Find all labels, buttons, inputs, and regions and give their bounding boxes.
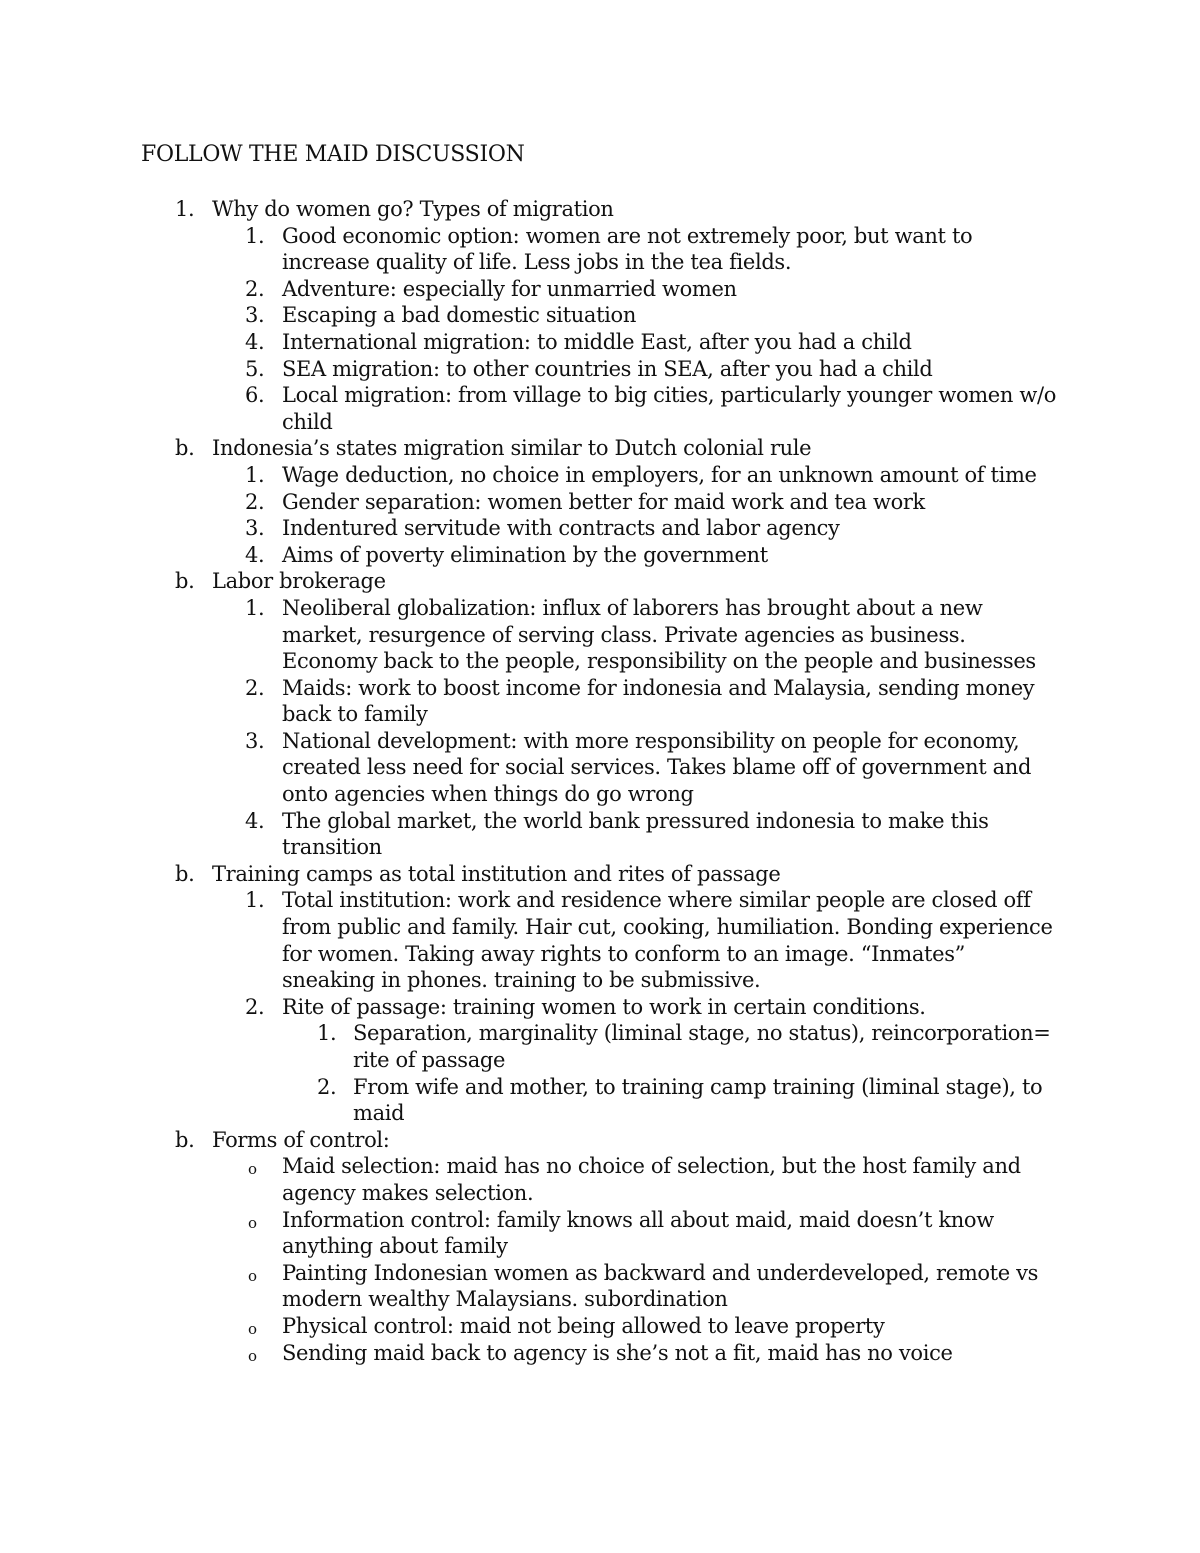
list-marker: 1.	[317, 1021, 337, 1046]
list-item	[0, 1207, 1200, 1260]
list-item-text: Good economic option: women are not extremely poor, but want to increase quality of life. Less jobs in the tea fields.	[282, 223, 973, 275]
list-item-text: Painting Indonesian women as backward and underdeveloped, remote vs modern wealthy Malaysians. subordination	[282, 1260, 1039, 1312]
list-marker: 1.	[245, 223, 265, 248]
list-marker: 2.	[245, 994, 265, 1019]
list-item	[0, 489, 1200, 516]
section-heading	[0, 1127, 1200, 1154]
list-marker: 2.	[245, 489, 265, 514]
list-item	[0, 223, 1200, 276]
section-heading-text: Why do women go? Types of migration	[212, 197, 614, 221]
list-marker: 6.	[245, 383, 265, 408]
page-title: FOLLOW THE MAID DISCUSSION	[141, 142, 525, 167]
sub-list-item	[0, 1020, 1200, 1073]
list-item-text: International migration: to middle East, after you had a child	[282, 329, 912, 354]
section-heading-text: Forms of control:	[212, 1127, 390, 1152]
list-item	[0, 462, 1200, 489]
bullet-marker: o	[248, 1266, 257, 1285]
bullet-marker: o	[248, 1319, 257, 1338]
list-item-text: National development: with more responsibility on people for economy, created less need for social services. Takes blame off of government and onto agencies when things do go wrong	[282, 728, 1032, 807]
list-item	[0, 675, 1200, 728]
list-item-text: Neoliberal globalization: influx of laborers has brought about a new market, resurgence of serving class. Private agencies as business. Economy back to the people, responsibility on the people and businesses	[282, 595, 1036, 674]
list-item	[0, 382, 1200, 435]
list-item	[0, 1313, 1200, 1340]
list-marker: 4.	[245, 542, 265, 567]
list-item	[0, 329, 1200, 356]
list-marker: b.	[175, 436, 195, 461]
list-marker: 2.	[245, 276, 265, 301]
list-marker: 4.	[245, 808, 265, 833]
list-item	[0, 1340, 1200, 1367]
list-item-text: Wage deduction, no choice in employers, for an unknown amount of time	[282, 462, 1037, 487]
section-heading	[0, 861, 1200, 888]
list-item	[0, 356, 1200, 383]
list-item-text: The global market, the world bank pressured indonesia to make this transition	[282, 808, 989, 860]
list-marker: 1.	[245, 462, 265, 487]
sub-list-item-text: Separation, marginality (liminal stage, no status), reincorporation= rite of passage	[353, 1021, 1051, 1072]
list-marker: 1.	[245, 595, 265, 620]
list-item	[0, 276, 1200, 303]
outline	[0, 196, 1200, 1366]
list-marker: b.	[175, 861, 195, 886]
list-item	[0, 1260, 1200, 1313]
list-item	[0, 887, 1200, 993]
bullet-marker: o	[248, 1213, 257, 1232]
list-marker: 3.	[245, 516, 265, 541]
list-marker: 2.	[245, 675, 265, 700]
list-item-text: Rite of passage: training women to work in certain conditions.	[282, 994, 926, 1019]
list-item	[0, 994, 1200, 1021]
list-item-text: Aims of poverty elimination by the government	[282, 542, 768, 567]
list-item	[0, 515, 1200, 542]
list-marker: b.	[175, 569, 195, 594]
list-item-text: Maid selection: maid has no choice of selection, but the host family and agency makes selection.	[282, 1154, 1021, 1205]
list-item	[0, 302, 1200, 329]
list-marker: 3.	[245, 728, 265, 753]
list-item-text: Adventure: especially for unmarried women	[282, 276, 737, 301]
list-item	[0, 595, 1200, 675]
list-item-text: Physical control: maid not being allowed to leave property	[282, 1313, 885, 1338]
sub-list-item	[0, 1074, 1200, 1127]
list-marker: 1.	[175, 197, 195, 221]
bullet-marker: o	[248, 1346, 257, 1365]
list-item	[0, 1153, 1200, 1206]
list-marker: 1.	[245, 888, 265, 913]
list-item-text: Sending maid back to agency is she’s not a fit, maid has no voice	[282, 1340, 953, 1365]
section-heading	[0, 435, 1200, 462]
list-item-text: Indentured servitude with contracts and labor agency	[282, 516, 840, 541]
list-item-text: Gender separation: women better for maid work and tea work	[282, 489, 925, 514]
list-item-text: Total institution: work and residence where similar people are closed off from public and family. Hair cut, cooking, humiliation. Bonding experience for women. Taking away rights to conform to an image. “Inmates” sneaking in phones. training to be submissive.	[282, 888, 1053, 993]
list-item-text: Maids: work to boost income for indonesia and Malaysia, sending money back to family	[282, 675, 1035, 727]
list-marker: 4.	[245, 329, 265, 354]
list-item	[0, 542, 1200, 569]
section-heading-text: Indonesia’s states migration similar to Dutch colonial rule	[212, 436, 812, 461]
list-marker: b.	[175, 1127, 195, 1152]
list-item-text: Local migration: from village to big cities, particularly younger women w/o child	[282, 383, 1057, 434]
sub-list-item-text: From wife and mother, to training camp training (liminal stage), to maid	[353, 1074, 1043, 1126]
section-heading	[0, 568, 1200, 595]
list-item	[0, 808, 1200, 861]
list-marker: 2.	[317, 1074, 337, 1099]
section-heading-text: Training camps as total institution and rites of passage	[212, 861, 781, 886]
list-marker: 3.	[245, 303, 265, 328]
list-item-text: Information control: family knows all about maid, maid doesn’t know anything about family	[282, 1207, 994, 1259]
list-item-text: Escaping a bad domestic situation	[282, 303, 637, 328]
list-item-text: SEA migration: to other countries in SEA, after you had a child	[282, 356, 933, 381]
list-marker: 5.	[245, 356, 265, 381]
bullet-marker: o	[248, 1160, 257, 1179]
section-heading-text: Labor brokerage	[212, 569, 386, 594]
list-item	[0, 728, 1200, 808]
section-heading	[0, 196, 1200, 223]
